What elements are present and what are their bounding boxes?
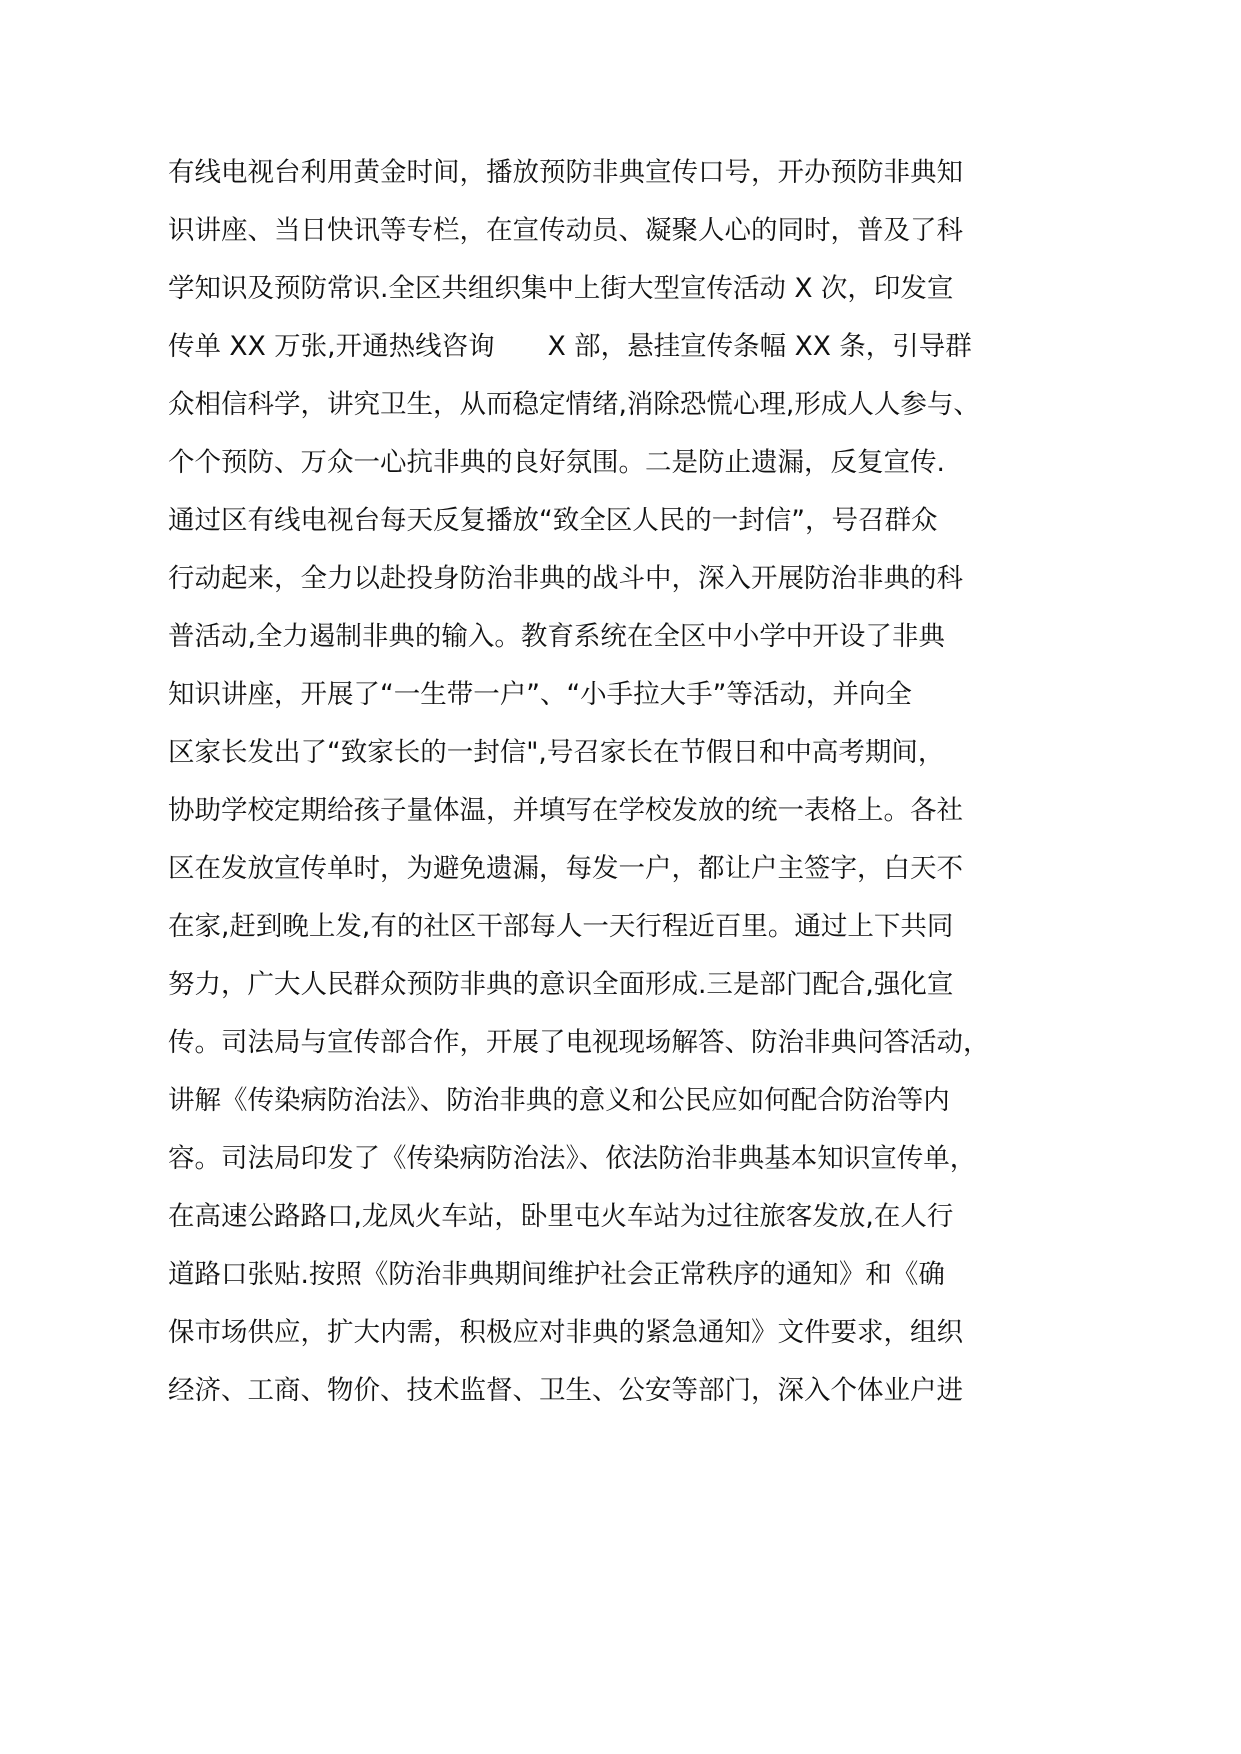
text-line: 讲解《传染病防治法》、防治非典的意义和公民应如何配合防治等内 bbox=[168, 1085, 950, 1116]
text-line: 有线电视台利用黄金时间，播放预防非典宣传口号，开办预防非典知 bbox=[168, 157, 963, 188]
text-line: 学知识及预防常识.全区共组织集中上街大型宣传活动 X 次，印发宣 bbox=[168, 273, 954, 304]
text-line: 努力，广大人民群众预防非典的意识全面形成.三是部门配合,强化宣 bbox=[168, 969, 954, 1000]
text-line: 行动起来，全力以赴投身防治非典的战斗中，深入开展防治非典的科 bbox=[168, 563, 963, 594]
text-line: 容。司法局印发了《传染病防治法》、依法防治非典基本知识宣传单， bbox=[168, 1143, 977, 1174]
text-line: 区在发放宣传单时，为避免遗漏，每发一户，都让户主签字，白天不 bbox=[168, 853, 963, 884]
text-line: 通过区有线电视台每天反复播放“致全区人民的一封信”，号召群众 bbox=[168, 505, 938, 536]
text-line: 保市场供应，扩大内需，积极应对非典的紧急通知》文件要求，组织 bbox=[168, 1317, 963, 1348]
text-line: 个个预防、万众一心抗非典的良好氛围。二是防止遗漏，反复宣传. bbox=[168, 447, 945, 478]
text-line: 传。司法局与宣传部合作，开展了电视现场解答、防治非典问答活动， bbox=[168, 1027, 990, 1058]
body-paragraph bbox=[168, 144, 990, 1420]
text-line: 众相信科学，讲究卫生，从而稳定情绪,消除恐慌心理,形成人人参与、 bbox=[168, 389, 980, 420]
text-line: 协助学校定期给孩子量体温，并填写在学校发放的统一表格上。各社 bbox=[168, 795, 963, 826]
text-line: 在家,赶到晚上发,有的社区干部每人一天行程近百里。通过上下共同 bbox=[168, 911, 954, 942]
text-line: 知识讲座，开展了“一生带一户”、“小手拉大手”等活动，并向全 bbox=[168, 679, 912, 710]
text-line: 在高速公路路口,龙凤火车站，卧里屯火车站为过往旅客发放,在人行 bbox=[168, 1201, 954, 1232]
text-line: 识讲座、当日快讯等专栏，在宣传动员、凝聚人心的同时，普及了科 bbox=[168, 215, 963, 246]
text-line: 传单 XX 万张,开通热线咨询 X 部，悬挂宣传条幅 XX 条，引导群 bbox=[168, 331, 972, 362]
text-line: 普活动,全力遏制非典的输入。教育系统在全区中小学中开设了非典 bbox=[168, 621, 945, 652]
text-line: 经济、工商、物价、技术监督、卫生、公安等部门，深入个体业户进 bbox=[168, 1375, 963, 1406]
text-line: 区家长发出了“致家长的一封信",号召家长在节假日和中高考期间， bbox=[168, 737, 945, 768]
text-line: 道路口张贴.按照《防治非典期间维护社会正常秩序的通知》和《确 bbox=[168, 1259, 945, 1290]
